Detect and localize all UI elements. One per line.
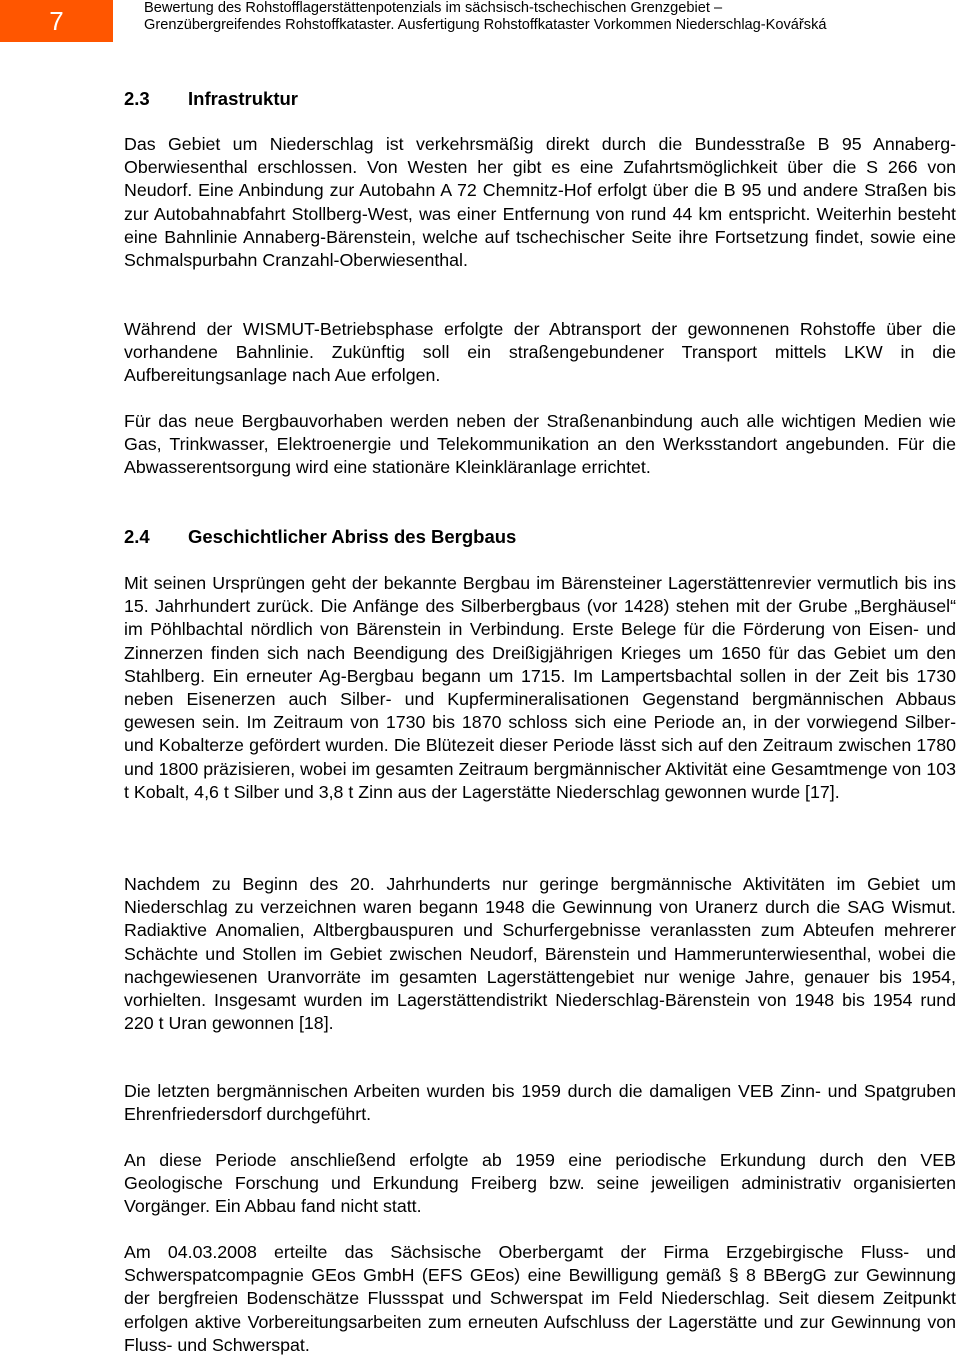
section-heading-infrastruktur xyxy=(124,88,298,110)
section-heading-geschichte xyxy=(124,526,516,548)
paragraph: Das Gebiet um Niederschlag ist verkehrsmäßig direkt durch die Bundesstraße B 95 Annaberg-Oberwiesenthal erschlossen. Von Westen her gibt es eine Zufahrtsmöglichkeit über die S 266 von Neudorf. Eine Anbindung zur Autobahn A 72 Chemnitz-Hof erfolgt über die B 95 und andere Straßen bis zur Autobahnabfahrt Stollberg-West, was einer Entfernung von rund 44 km entspricht. Weiterhin besteht eine Bahnlinie Annaberg-Bärenstein, welche auf tschechischer Seite ihre Fortsetzung findet, sowie eine Schmalspurbahn Cranzahl-Oberwiesenthal. xyxy=(124,134,956,271)
paragraph: Während der WISMUT-Betriebsphase erfolgte der Abtransport der gewonnenen Rohstoffe über die vorhandene Bahnlinie. Zukünftig soll ein straßengebundener Transport mittels LKW in die Aufbereitungsanlage nach Aue erfolgen. xyxy=(124,319,956,386)
page-number-badge xyxy=(0,0,113,42)
section-number: 2.4 xyxy=(124,526,150,547)
paragraph: An diese Periode anschließend erfolgte ab 1959 eine periodische Erkundung durch den VEB Geologische Forschung und Erkundung Freiberg bzw. seine jeweiligen administrativ organisierten Vorgänger. Ein Abbau fand nicht statt. xyxy=(124,1150,956,1217)
page-number: 7 xyxy=(49,6,64,36)
running-header xyxy=(144,0,954,34)
paragraph: Am 04.03.2008 erteilte das Sächsische Oberbergamt der Firma Erzgebirgische Fluss- und Schwerspatcompagnie GEos GmbH (EFS GEos) eine Bewilligung gemäß § 8 BBergG zur Gewinnung der bergfreien Bodenschätze Flussspat und Schwerspat im Feld Niederschlag. Seit diesem Zeitpunkt erfolgen aktive Vorbereitungsarbeiten zum erneuten Aufschluss der Lagerstätte und zur Gewinnung von Fluss- und Schwerspat. xyxy=(124,1242,956,1355)
paragraph: Die letzten bergmännischen Arbeiten wurden bis 1959 durch die damaligen VEB Zinn- und Spatgruben Ehrenfriedersdorf durchgeführt. xyxy=(124,1081,956,1125)
section-number: 2.3 xyxy=(124,88,150,109)
header-line-2: Grenzübergreifendes Rohstoffkataster. Ausfertigung Rohstoffkataster Vorkommen Niederschlag-Kovářská xyxy=(144,17,827,33)
header-line-1: Bewertung des Rohstofflagerstättenpotenzials im sächsisch-tschechischen Grenzgebiet – xyxy=(144,0,723,16)
paragraph: Nachdem zu Beginn des 20. Jahrhunderts nur geringe bergmännische Aktivitäten im Gebiet um Niederschlag zu verzeichnen waren begann 1948 die Gewinnung von Uranerz durch die SAG Wismut. Radiaktive Anomalien, Altbergbauspuren und Schurfergebnisse veranlassten zum Abteufen mehrerer Schächte und Stollen im Gebiet zwischen Neudorf, Bärenstein und Hammerunterwiesenthal, wobei die nachgewiesenen Uranvorräte im gesamten Lagerstättengebiet nur wenige Jahre, genauer bis 1954, vorhielten. Insgesamt wurden im Lagerstättendistrikt Niederschlag-Bärenstein von 1948 bis 1954 rund 220 t Uran gewonnen [18]. xyxy=(124,874,956,1034)
paragraph: Mit seinen Ursprüngen geht der bekannte Bergbau im Bärensteiner Lagerstättenrevier vermutlich bis ins 15. Jahrhundert zurück. Die Anfänge des Silberbergbaus (vor 1428) stehen mit der Grube „Berghäusel“ im Pöhlbachtal nördlich von Bärenstein in Verbindung. Erste Belege für die Förderung von Eisen- und Zinnerzen finden sich nach Beendigung des Dreißigjährigen Krieges um 1650 für das Gebiet um den Stahlberg. Ein erneuter Ag-Bergbau begann um 1715. Im Lampertsbachtal sollen in der Zeit bis 1730 neben Eisenerzen auch Silber- und Kupfermineralisationen Gegenstand bergmännischen Abbaus gewesen sein. Im Zeitraum von 1730 bis 1870 schloss sich eine Periode an, in der vorwiegend Silber- und Kobalterze gefördert wurden. Die Blütezeit dieser Periode lässt sich auf den Zeitraum zwischen 1780 und 1800 präzisieren, wobei im gesamten Zeitraum bergmännischer Aktivität eine Gesamtmenge von 103 t Kobalt, 4,6 t Silber und 3,8 t Zinn aus der Lagerstätte Niederschlag gewonnen wurde [17]. xyxy=(124,573,956,802)
paragraph: Für das neue Bergbauvorhaben werden neben der Straßenanbindung auch alle wichtigen Medien wie Gas, Trinkwasser, Elektroenergie und Telekommunikation an den Werksstandort angebunden. Für die Abwasserentsorgung wird eine stationäre Kleinkläranlage errichtet. xyxy=(124,411,956,478)
section-title: Geschichtlicher Abriss des Bergbaus xyxy=(188,526,517,547)
section-title: Infrastruktur xyxy=(188,88,298,109)
